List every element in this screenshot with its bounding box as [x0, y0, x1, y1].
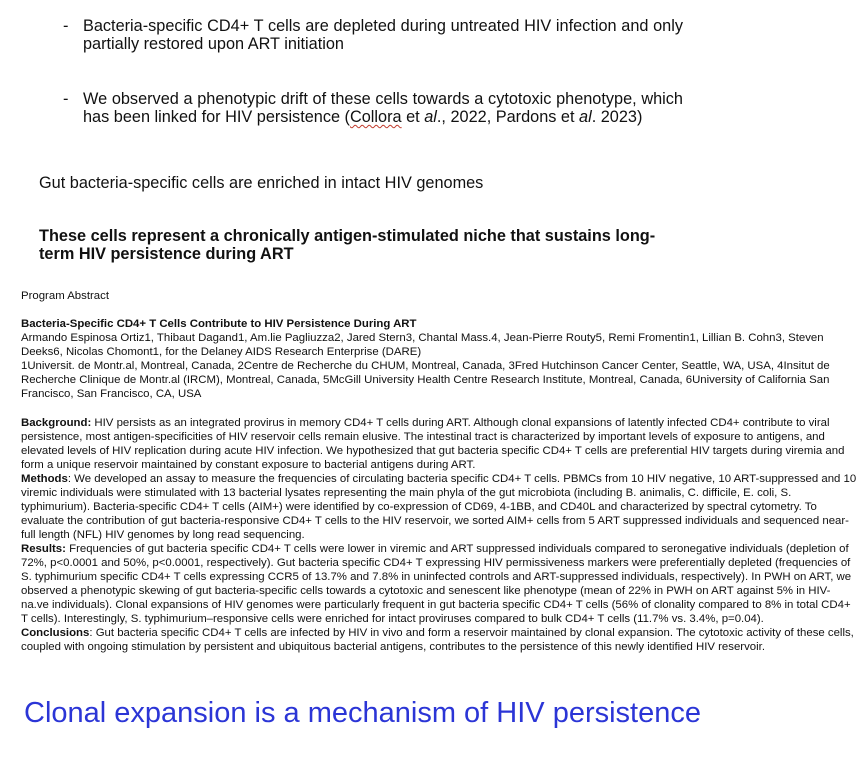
- abstract-title: Bacteria-Specific CD4+ T Cells Contribute to HIV Persistence During ART: [21, 318, 417, 330]
- abstract-header: [21, 317, 857, 401]
- bullet-text-part: et: [401, 108, 425, 126]
- reference-collora: Collora: [349, 108, 402, 126]
- abstract-authors: Armando Espinosa Ortiz1, Thibaut Dagand1, Am.lie Pagliuzza2, Jared Stern3, Chantal Mass.4, Jean-Pierre Routy5, Remi Fromentin1, Lillian B. Cohn3, Steven Deeks6, Nicolas Chomont1, for the Delaney AIDS Research Enterprise (DARE): [21, 332, 824, 358]
- key-statement: These cells represent a chronically antigen-stimulated niche that sustains long-term HIV persistence during ART: [39, 227, 656, 263]
- results-text: Frequencies of gut bacteria specific CD4+ T cells were lower in viremic and ART suppressed individuals compared to seronegative individuals (depletion of 72%, p<0.0001 and 50%, p<0.0001, respectively). Gut bacteria specific CD4+ T expressing HIV permissiveness markers were preferentially depleted (frequencies of S. typhimurium specific CD4+ T cells expressing CCR5 of 13.7% and 7.8% in uninfected controls and ART-suppressed individuals, respectively). In PWH on ART, we observed a phenotypic skewing of gut bacteria-specific cells towards a cytotoxic and senescent like phenotype (mean of 22% in PWH on ART against 5% in HIV-na.ve individuals). Clonal expansions of HIV genomes were particularly frequent in gut bacteria specific CD4+ T cells (56% of clonality compared to 8% in total CD4+ T cells). Interestingly, S. typhimurium–responsive cells were enriched for intact proviruses compared to bulk CD4+ T cells (11.7% vs. 3.4%, p=0.04).: [21, 543, 852, 625]
- ref-etal: al: [579, 108, 592, 126]
- abstract-background: [21, 416, 857, 472]
- bullet-dash: -: [63, 17, 69, 35]
- conclusions-text: : Gut bacteria specific CD4+ T cells are infected by HIV in vivo and form a reservoir maintained by clonal expansion. The cytotoxic activity of these cells, coupled with ongoing stimulation by persistent and ubiquitous bacterial antigens, contributes to the persistence of this newly identified HIV reservoir.: [21, 627, 854, 653]
- bullet-text: [83, 90, 683, 126]
- bullet-text-part: ., 2022, Pardons et: [436, 108, 580, 126]
- program-abstract-label: Program Abstract: [21, 290, 109, 302]
- abstract-methods: [21, 472, 857, 542]
- bullet-dash: -: [63, 90, 69, 108]
- abstract-affiliations: 1Universit. de Montr.al, Montreal, Canada, 2Centre de Recherche du CHUM, Montreal, Canada, 3Fred Hutchinson Cancer Center, Seattle, WA, USA, 4Insitut de Recherche Clinique de Montr.al (IRCM), Montreal, Canada, 5McGill University Health Centre Research Institute, Montreal, Canada, 6University of California San Francisco, San Francisco, CA, USA: [21, 360, 830, 400]
- gut-statement: Gut bacteria-specific cells are enriched in intact HIV genomes: [39, 174, 484, 192]
- background-label: Background:: [21, 417, 92, 429]
- bullet-text-part: . 2023): [591, 108, 643, 126]
- background-text: HIV persists as an integrated provirus in memory CD4+ T cells during ART. Although clonal expansions of latently infected CD4+ contribute to viral persistence, most antigen-specificities of HIV reservoir cells remain elusive. The intestinal tract is characterized by important levels of exposure to antigens, and elevated levels of HIV replication during acute HIV infection. We hypothesized that gut bacteria specific CD4+ T cells are preferential HIV targets during viremia and form a unique reservoir maintained by constant exposure to bacterial antigens during ART.: [21, 417, 845, 471]
- ref-etal: al: [424, 108, 437, 126]
- conclusions-label: Conclusions: [21, 627, 90, 639]
- abstract-results: [21, 542, 857, 626]
- methods-label: Methods: [21, 473, 68, 485]
- abstract-conclusions: [21, 626, 857, 654]
- bullet-text-part: We observed a phenotypic drift of these cells towards a cytotoxic phenotype, which has been linked for HIV persistence (: [83, 90, 683, 126]
- methods-text: : We developed an assay to measure the frequencies of circulating bacteria specific CD4+ T cells. PBMCs from 10 HIV negative, 10 ART-suppressed and 10 viremic individuals were stimulated with 13 bacterial lysates representing the main phyla of the gut microbiota (including B. animalis, C. difficile, E. coli, S. typhimurium). Bacteria-specific CD4+ T cells (AIM+) were identified by co-expression of CD69, 4-1BB, and CD40L and characterized by spectral cytometry. To evaluate the contribution of gut bacteria-responsive CD4+ T cells to the HIV reservoir, we sorted AIM+ cells from 5 ART suppressed individuals and sequenced near-full length (NFL) HIV genomes by long read sequencing.: [21, 473, 857, 541]
- abstract-body: [21, 416, 857, 654]
- bullet-text: Bacteria-specific CD4+ T cells are depleted during untreated HIV infection and only partially restored upon ART initiation: [83, 17, 683, 53]
- conclusion-headline: Clonal expansion is a mechanism of HIV persistence: [24, 697, 701, 729]
- results-label: Results:: [21, 543, 66, 555]
